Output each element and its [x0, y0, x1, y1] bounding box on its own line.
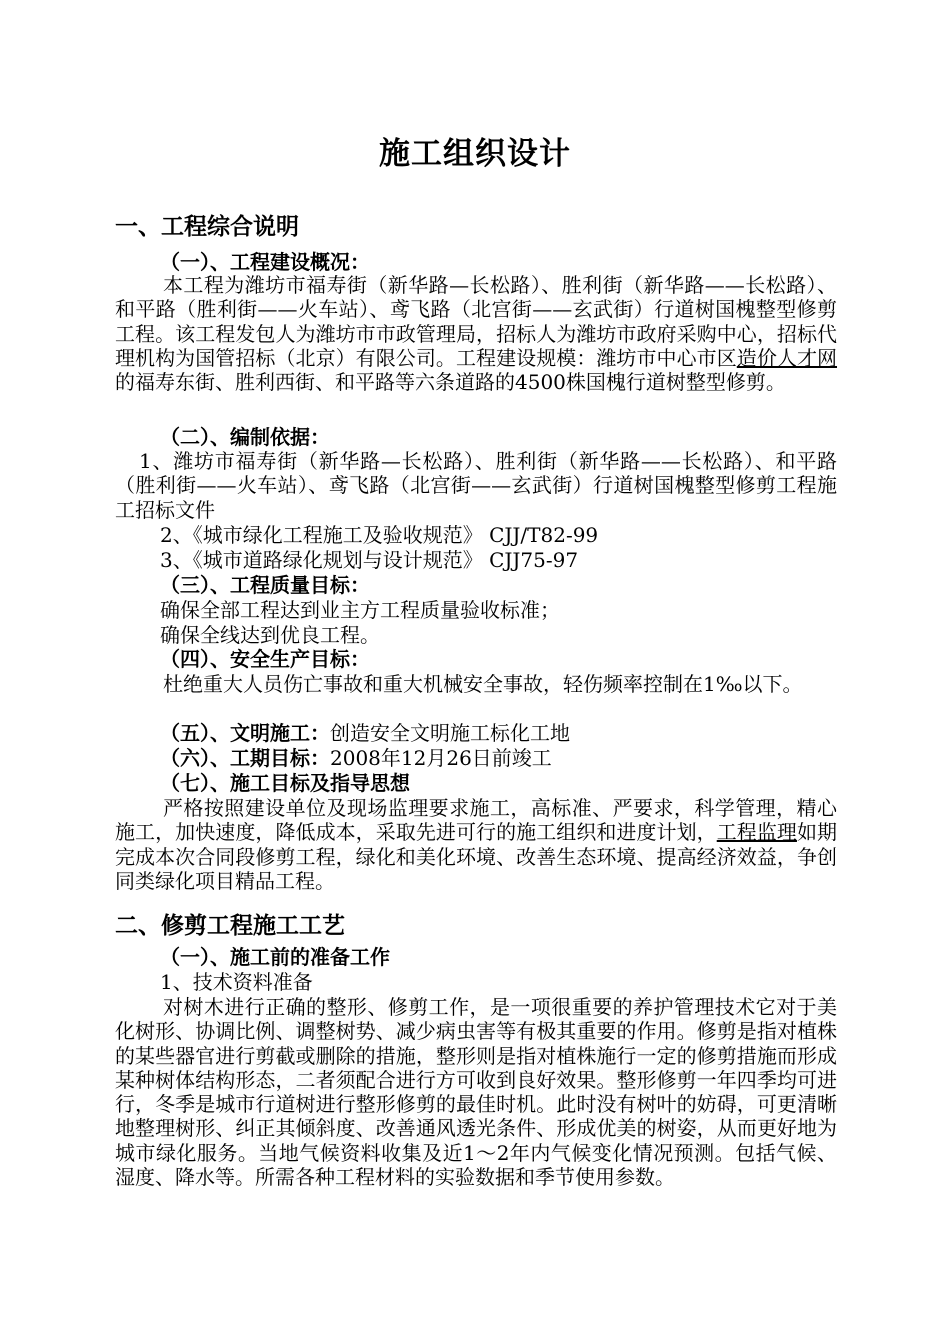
schedule-goal-label: （六）、工期目标： — [160, 746, 330, 770]
section-1-heading: 一、工程综合说明 — [115, 214, 299, 240]
document-title: 施工组织设计 — [379, 136, 571, 172]
guiding-principle-paragraph — [115, 796, 837, 893]
quality-goal-1: 确保全部工程达到业主方工程质量验收标准； — [160, 598, 560, 622]
schedule-goal-text: 2008年12月26日前竣工 — [330, 746, 552, 770]
quality-goal-2: 确保全线达到优良工程。 — [160, 623, 380, 647]
civilized-construction-label: （五）、文明施工： — [160, 721, 330, 745]
basis-item-2: 2、《城市绿化工程施工及验收规范》 CJJ/T82-99 — [160, 523, 599, 547]
guiding-text-b: 如期完成本次合同段修剪工程，绿化和美化环境、改善生态环境、提高经济效益，争创同类绿化项目精品工程。 — [115, 820, 838, 893]
civilized-construction-line — [160, 721, 570, 746]
subsection-1-7-heading: （七）、施工目标及指导思想 — [160, 771, 410, 795]
basis-item-1: 1、潍坊市福寿街（新华路—长松路）、胜利街（新华路——长松路）、和平路（胜利街——火车站）、鸢飞路（北宫街——玄武街）行道树国槐整型修剪工程施工招标文件 — [115, 449, 837, 522]
section-2-heading: 二、修剪工程施工工艺 — [115, 913, 345, 939]
prep-item-1: 1、技术资料准备 — [160, 970, 313, 994]
civilized-construction-text: 创造安全文明施工标化工地 — [330, 721, 570, 745]
basis-item-3: 3、《城市道路绿化规划与设计规范》 CJJ75-97 — [160, 548, 579, 572]
subsection-1-1-heading: （一）、工程建设概况： — [160, 250, 370, 274]
schedule-goal-line — [160, 746, 552, 771]
subsection-1-3-heading: （三）、工程质量目标： — [160, 573, 370, 597]
subsection-2-1-heading: （一）、施工前的准备工作 — [160, 945, 390, 969]
safety-goal-paragraph: 杜绝重大人员伤亡事故和重大机械安全事故，轻伤频率控制在1‰以下。 — [163, 672, 803, 696]
overview-text-a: 本工程为潍坊市福寿街（新华路—长松路）、胜利街（新华路——长松路）、和平路（胜利街——火车站）、鸢飞路（北宫街——玄武街）行道树国槐整型修剪工程。该工程发包人为潍坊市市政管理局，招标人为潍坊市政府采购中心，招标代理机构为国管招标（北京）有限公司。工程建设规模：潍坊市中心市区 — [115, 273, 837, 370]
subsection-1-4-heading: （四）、安全生产目标： — [160, 647, 370, 671]
overview-text-b: 的福寿东街、胜利西街、和平路等六条道路的4500株国槐行道树整型修剪。 — [115, 370, 786, 395]
subsection-1-2-heading: （二）、编制依据： — [160, 425, 330, 449]
project-overview-paragraph — [115, 273, 837, 394]
technical-data-paragraph: 对树木进行正确的整形、修剪工作，是一项很重要的养护管理技术它对于美化树形、协调比例、调整树势、减少病虫害等有极其重要的作用。修剪是指对植株的某些器官进行剪截或删除的措施，整形则是指对植株施行一定的修剪措施而形成某种树体结构形态，二者须配合进行方可收到良好效果。整形修剪一年四季均可进行，冬季是城市行道树进行整形修剪的最佳时机。此时没有树叶的妨碍，可更清晰地整理树形、纠正其倾斜度、改善通风透光条件、形成优美的树姿，从而更好地为城市绿化服务。当地气候资料收集及近1～2年内气候变化情况预测。包括气候、湿度、降水等。所需各种工程材料的实验数据和季节使用参数。 — [115, 995, 837, 1190]
guiding-text-a: 严格按照建设单位及现场监理要求施工，高标准、严要求，科学管理，精心施工，加快速度，降低成本，采取先进可行的施工组织和进度计划， — [115, 796, 837, 845]
talent-site-link[interactable]: 造价人才网 — [736, 345, 838, 370]
engineering-supervision-link[interactable]: 工程监理 — [716, 820, 797, 845]
